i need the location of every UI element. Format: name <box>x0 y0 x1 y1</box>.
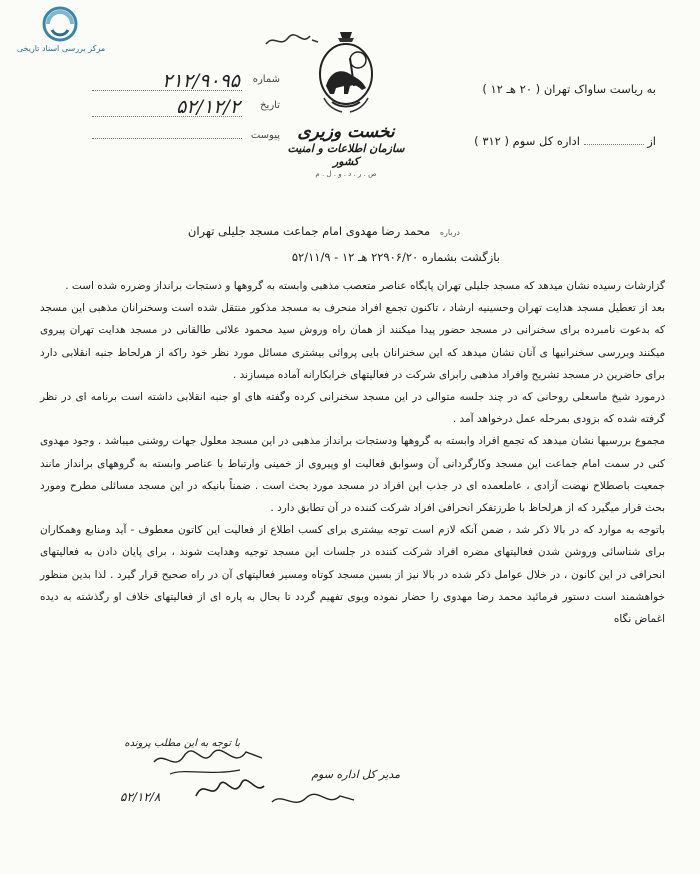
signature-scribble <box>190 772 270 806</box>
date-row <box>80 96 280 118</box>
emblem-organization: سازمان اطلاعات و امنیت کشور <box>287 142 405 168</box>
date-label: تاریخ <box>260 100 280 111</box>
body-paragraph: باتوجه به موارد که در بالا ذکر شد ، ضمن آنکه لازم است توجه بیشتری برای کسب اطلاع از فعالیت این کاتون معطوف - آید ومنابع وهمکاران برای شناسائی وروشن شدن فعالیتهای مضره افراد شرکت کننده در جلسات این مسجد توجیه وهدایت شوند ، برای پایان دادن به فعالیتهای انحرافی در این کانون ، در خلال عوامل ذکر شده در بالا نیز از بسین مسجد کوتاه ومسیر فعالیتهای آن در راه صحیح قرار گیرد . لذا بدین منظور خواهشمند است دستور فرمائید محمد رضا مهدوی را حضار نموده وبوی تفهیم گردد تا بحال به پاره ای از فعالیتهای خلاف او رگذشته به دیده اغماض نگاه <box>40 524 665 626</box>
signer-title: مدیر کل اداره سوم <box>311 768 400 781</box>
archive-name: مرکز بررسی اسناد تاریخی <box>16 44 106 53</box>
body-paragraph: درمورد شیخ ماسعلی روحانی که در چند جلسه متوالی در این مسجد سخنرانی کرده وگفته های او جنبه انقلابی داشته است برنامه ای در نظر گرفته شده که بزودی بمرحله عمل درخواهد آمد . <box>40 391 665 426</box>
number-label: شماره <box>252 74 280 85</box>
archive-logo-icon <box>42 6 78 42</box>
letter-body <box>40 275 665 630</box>
emblem-title: نخست وزیری <box>297 122 395 142</box>
reference-line: بازگشت بشماره ۲۲۹۰۶/۲۰ هـ ۱۲ - ۵۲/۱۱/۹ <box>291 250 500 264</box>
body-paragraph: مجموع بررسیها نشان میدهد که تجمع افراد وابسته به گروهها ودستجات برانداز مذهبی در این مسجد معلول جهات روشنی میباشد . وجود مهدوی کنی در سمت امام جماعت این مسجد وکارگردانی آن وسوابق فعالیت او وپیروی از خمینی وارتباط با عناصر وابسته به گروههای برانداز مانند جمعیت باصطلاح نهضت آزادی ، عاملعمده ای در جذب این افراد در مسجد مورد بحث است . ضمناً بانیکه در این مسجد مسائلی مطرح ومورد بحث قرار میگیرد که از هرلحاظ با طرزتفکر انحرافی افراد شرکت کننده در آن تطابق دارد . <box>40 435 665 515</box>
subject-label: درباره <box>439 228 460 237</box>
body-paragraph: بعد از تعطیل مسجد هدایت تهران وحسینیه ارشاد ، تاکنون تجمع افراد منحرف به مسجد مذکور منتقل شده است وسخنرانان مذهبی این مسجد که بدعوت نامبرده برای سخنرانی در مسجد حضور پیدا میکنند از همان راه وروش سید محمود علائی طالقانی در مسجد هدایت تهران پیروی میکنند وبررسی سخنرانیها ی آنان نشان میدهد که این سخنرانان بایی پروائی بیشتری مسائل مورد نظر خود راکه از هرلحاظ جنبه انقلابی دارد برای حاضرین در مسجد تشریح وافراد مذهبی رابرای شرکت در فعالیتهای خرابکارانه آماده میسازند . <box>40 302 665 381</box>
number-row <box>80 70 280 92</box>
recipient: به ریاست ساواک تهران ( ۲۰ هـ ۱۲ ) <box>482 82 656 96</box>
government-emblem <box>286 28 406 218</box>
attachment-row <box>80 126 280 148</box>
sender-row <box>474 134 656 148</box>
document-meta <box>80 70 280 160</box>
signer-signature <box>268 788 358 812</box>
body-paragraph: گزارشات رسیده نشان میدهد که مسجد جلیلی تهران پایگاه عناصر متعصب مذهبی وابسته به گروهها و دستجات برانداز وضرره شده است . <box>65 280 665 292</box>
lion-and-sun-icon <box>314 28 378 118</box>
handwritten-note: با توجه به این مطلب پرونده <box>124 738 240 749</box>
attachment-label: پیوست <box>250 130 280 141</box>
archive-logo <box>6 6 116 56</box>
sender: اداره کل سوم ( ۳۱۲ ) <box>474 134 580 148</box>
emblem-subtitle: ص . ر . د . و . ل . م <box>315 170 377 178</box>
from-prefix: از <box>647 134 656 148</box>
subject-text: محمد رضا مهدوی امام جماعت مسجد جلیلی تهران <box>187 224 431 238</box>
handwritten-date: ۵۲/۱۲/۸ <box>120 790 161 804</box>
date-value: ۵۲/۱۲/۲ <box>176 96 240 118</box>
number-value: ۲۱۲/۹۰۹۵ <box>162 70 240 92</box>
subject-line <box>188 224 460 238</box>
